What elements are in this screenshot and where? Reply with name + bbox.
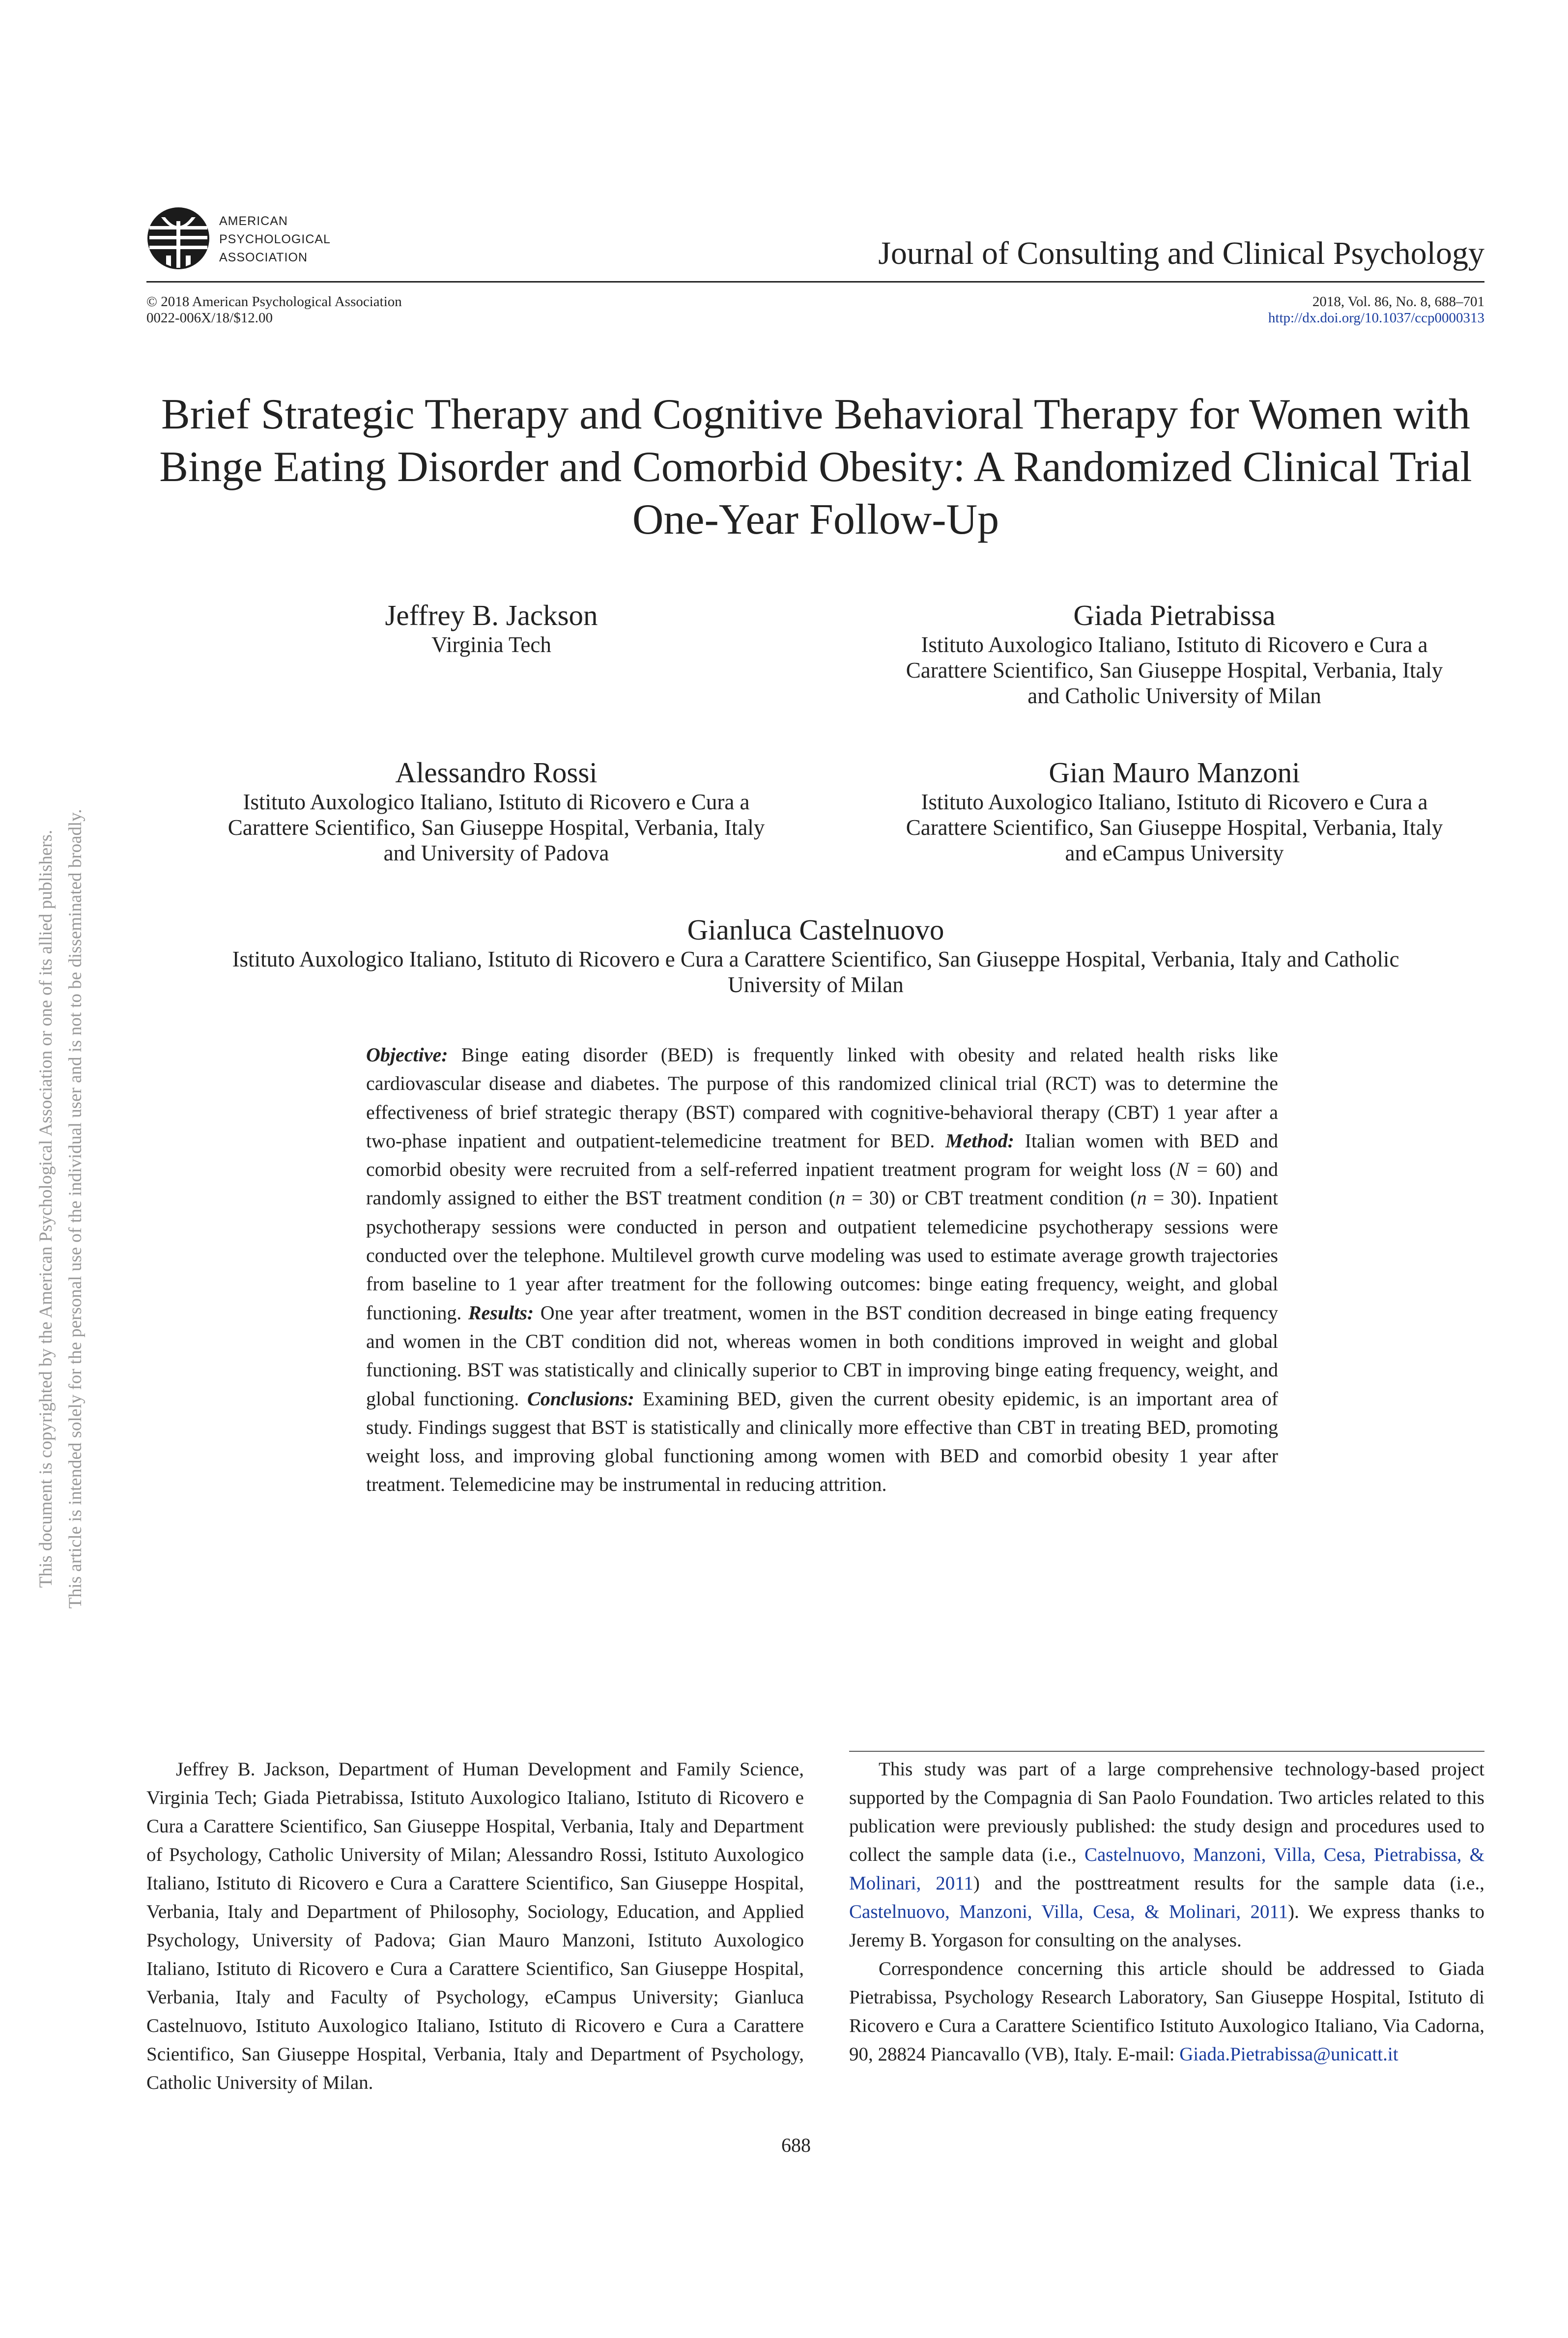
author-affiliation: and eCampus University	[1065, 841, 1284, 865]
publisher-name-line: AMERICAN	[219, 214, 288, 228]
funding-paragraph	[849, 1755, 1484, 1955]
author-name: Giada Pietrabissa	[1073, 599, 1276, 631]
method-symbol: N	[1175, 1158, 1189, 1181]
author-block	[246, 599, 737, 657]
article-title: Brief Strategic Therapy and Cognitive Behavioral Therapy for Women with Binge Eating Disorder and Comorbid Obesity: A Randomized Clinical Trial One-Year Follow-Up	[159, 391, 1472, 543]
author-name: Gian Mauro Manzoni	[1049, 756, 1300, 789]
email-link[interactable]: Giada.Pietrabissa@unicatt.it	[1179, 2044, 1398, 2065]
footnote-text: This study was part of a large comprehensive technology-based project supported by the Compagnia di San Paolo Foundation. Two articles related to this publication were previously published: the study design and procedures used to collect the sample data (i.e.,	[849, 1759, 1484, 1865]
copyright-side-notice	[31, 703, 90, 1715]
author-affiliation: Istituto Auxologico Italiano, Istituto di Ricovero e Cura a Carattere Scientifico, San Giuseppe Hospital, Verbania, Italy and Catholic	[232, 947, 1399, 971]
method-text: Italian women with BED and comorbid obesity were recruited from a self-referred inpatient treatment program for weight loss (	[366, 1129, 1279, 1181]
method-label: Method:	[945, 1129, 1014, 1152]
footnote-divider	[849, 1751, 1484, 1752]
footnote-text: ) and the posttreatment results for the sample data (i.e.,	[973, 1873, 1484, 1894]
author-affiliation: Istituto Auxologico Italiano, Istituto di Ricovero e Cura a	[921, 790, 1428, 814]
author-affiliation: University of Milan	[728, 972, 904, 997]
conclusions-text: Examining BED, given the current obesity epidemic, is an important area of study. Findings suggest that BST is statistically and clinically more effective than CBT in treating BED, promoting weight loss, and improving global functioning among women with BED and comorbid obesity 1 year after treatment. Telemedicine may be instrumental in reducing attrition.	[366, 1387, 1279, 1496]
footnote-text: ). We express thanks to Jeremy B. Yorgason for consulting on the analyses.	[849, 1901, 1484, 1951]
publisher-name-line: PSYCHOLOGICAL	[219, 232, 331, 246]
copyright-notice: © 2018 American Psychological Association	[146, 294, 402, 310]
author-affiliation: Carattere Scientifico, San Giuseppe Hospital, Verbania, Italy	[906, 815, 1443, 840]
footnote-text: Correspondence concerning this article should be addressed to Giada Pietrabissa, Psychology Research Laboratory, San Giuseppe Hospital, Istituto di Ricovero e Cura a Carattere Scientifico Istituto Auxologico Italiano, Via Cadorna, 90, 28824 Piancavallo (VB), Italy. E-mail:	[849, 1958, 1484, 2065]
author-block	[113, 756, 880, 866]
method-symbol: n	[835, 1187, 846, 1209]
header-divider	[146, 281, 1484, 283]
author-block	[826, 756, 1523, 866]
citation-block	[1268, 294, 1484, 326]
copyright-block	[146, 294, 402, 326]
acknowledgment-note	[849, 1755, 1484, 2069]
author-block	[826, 599, 1523, 709]
method-text: = 30). Inpatient psychotherapy sessions were conducted in person and outpatient telemedicine psychotherapy sessions were conducted over the telephone. Multilevel growth curve modeling was used to estimate average growth trajectories from baseline to 1 year after treatment for the following outcomes: binge eating frequency, weight, and global functioning.	[366, 1187, 1278, 1324]
author-affiliation: Carattere Scientifico, San Giuseppe Hospital, Verbania, Italy	[228, 815, 765, 840]
conclusions-label: Conclusions:	[527, 1387, 634, 1410]
journal-title: Journal of Consulting and Clinical Psychology	[878, 235, 1484, 271]
author-affiliation: Istituto Auxologico Italiano, Istituto di Ricovero e Cura a	[921, 632, 1428, 657]
objective-label: Objective:	[366, 1044, 448, 1066]
author-affiliation: and University of Padova	[383, 841, 609, 865]
author-affiliation: Carattere Scientifico, San Giuseppe Hospital, Verbania, Italy	[906, 658, 1443, 683]
publisher-name	[219, 212, 331, 267]
author-name: Gianluca Castelnuovo	[687, 913, 944, 946]
author-block	[123, 913, 1509, 998]
publisher-logo	[146, 206, 331, 275]
author-note: Jeffrey B. Jackson, Department of Human Development and Family Science, Virginia Tech; Giada Pietrabissa, Istituto Auxologico Italiano, Istituto di Ricovero e Cura a Carattere Scientifico, San Giuseppe Hospital, Verbania, Italy and Department of Psychology, Catholic University of Milan; Alessandro Rossi, Istituto Auxologico Italiano, Istituto di Ricovero e Cura a Carattere Scientifico, San Giuseppe Hospital, Verbania, Italy and Department of Philosophy, Sociology, Education, and Applied Psychology, University of Padova; Gian Mauro Manzoni, Istituto Auxologico Italiano, Istituto di Ricovero e Cura a Carattere Scientifico, San Giuseppe Hospital, Verbania, Italy and Faculty of Psychology, eCampus University; Gianluca Castelnuovo, Istituto Auxologico Italiano, Istituto di Ricovero e Cura a Carattere Scientifico, San Giuseppe Hospital, Verbania, Italy and Department of Psychology, Catholic University of Milan.	[146, 1759, 804, 2093]
method-text: = 60) and randomly assigned to either the BST treatment condition (	[366, 1158, 1278, 1209]
author-name: Jeffrey B. Jackson	[385, 599, 598, 631]
doi-link[interactable]: http://dx.doi.org/10.1037/ccp0000313	[1268, 310, 1484, 326]
publisher-name-line: ASSOCIATION	[219, 251, 308, 264]
correspondence-paragraph	[849, 1955, 1484, 2069]
results-label: Results:	[468, 1301, 534, 1324]
side-notice-line: This article is intended solely for the personal use of the individual user and is not to be disseminated broadly.	[65, 809, 86, 1609]
author-affiliation: Virginia Tech	[431, 632, 551, 657]
results-text: One year after treatment, women in the BST condition decreased in binge eating frequency and women in the CBT condition did not, whereas women in both conditions improved in weight and global functioning. BST was statistically and clinically superior to CBT in improving binge eating frequency, weight, and global functioning.	[366, 1301, 1279, 1410]
side-notice-line: This document is copyrighted by the American Psychological Association or one of its allied publishers.	[36, 829, 56, 1588]
apa-logo-icon	[146, 206, 210, 270]
page-number: 688	[781, 2134, 811, 2156]
volume-info: 2018, Vol. 86, No. 8, 688–701	[1312, 294, 1484, 310]
method-text: = 30) or CBT treatment condition (	[845, 1187, 1137, 1209]
abstract	[366, 1041, 1278, 1499]
citation-link[interactable]: Castelnuovo, Manzoni, Villa, Cesa, & Molinari, 2011	[849, 1901, 1288, 1922]
objective-text: Binge eating disorder (BED) is frequently linked with obesity and related health risks like cardiovascular disease and diabetes. The purpose of this randomized clinical trial (RCT) was to determine the effectiveness of brief strategic therapy (BST) compared with cognitive-behavioral therapy (CBT) 1 year after a two-phase inpatient and outpatient-telemedicine treatment for BED.	[366, 1044, 1279, 1152]
citation-link[interactable]: Castelnuovo, Manzoni, Villa, Cesa, Pietrabissa, & Molinari, 2011	[849, 1844, 1484, 1894]
author-affiliation: Istituto Auxologico Italiano, Istituto di Ricovero e Cura a	[243, 790, 750, 814]
author-name: Alessandro Rossi	[395, 756, 598, 789]
issn: 0022-006X/18/$12.00	[146, 310, 273, 326]
method-symbol: n	[1137, 1187, 1147, 1209]
author-affiliation: and Catholic University of Milan	[1027, 684, 1321, 708]
